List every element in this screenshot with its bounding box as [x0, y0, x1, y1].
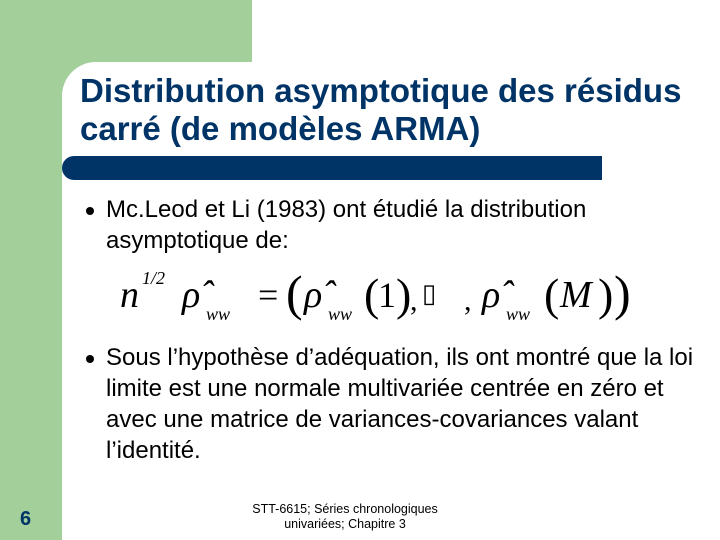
formula-rho: ρ̂ — [182, 274, 201, 316]
slide-title: Distribution asymptotique des résidus carré (de modèles ARMA) — [80, 72, 682, 147]
page-number: 6 — [20, 508, 32, 530]
title-rule — [62, 156, 602, 180]
bullet-dot — [86, 207, 94, 215]
formula-comma-2: , — [464, 284, 472, 317]
formula-open-paren-3: ( — [544, 269, 560, 320]
formula-subscript-2: ww — [328, 304, 353, 324]
formula-subscript-3: ww — [506, 304, 531, 324]
bullet-text-1: Mc.Leod et Li (1983) ont étudié la distribution asymptotique de: — [106, 196, 587, 254]
formula-comma-1: , — [410, 284, 418, 317]
formula-svg — [120, 262, 640, 332]
formula-rho-2: ρ̂ — [304, 274, 323, 316]
formula-close-paren: ) — [614, 265, 631, 321]
accent-strip — [0, 178, 62, 540]
formula-rho-3: ρ̂ — [482, 274, 501, 316]
footer-line-1: STT-6615; Séries chronologiques — [252, 502, 438, 516]
formula-equals: = — [258, 275, 279, 315]
formula-n: n — [120, 274, 139, 316]
formula-subscript: ww — [206, 304, 231, 324]
formula-arg-m: M — [560, 274, 592, 316]
footer-line-2: univariées; Chapitre 3 — [284, 517, 406, 531]
formula-exponent: 1/2 — [142, 268, 166, 288]
formula-close-paren-3: ) — [598, 269, 614, 320]
formula-close-paren-2: ) — [396, 269, 412, 320]
formula-open-paren-2: ( — [364, 269, 380, 320]
formula — [120, 262, 640, 332]
formula-arg-1: 1 — [378, 275, 396, 315]
formula-placeholder: ▯ — [422, 279, 437, 308]
bullet-dot — [86, 355, 94, 363]
formula-open-paren: ( — [286, 265, 303, 321]
bullet-text-2: Sous l’hypothèse d’adéquation, ils ont montré que la loi limite est une normale multivariée centrée en zéro et avec une matrice de variances-covariances valant l’identité. — [106, 344, 694, 464]
footer — [220, 502, 470, 532]
